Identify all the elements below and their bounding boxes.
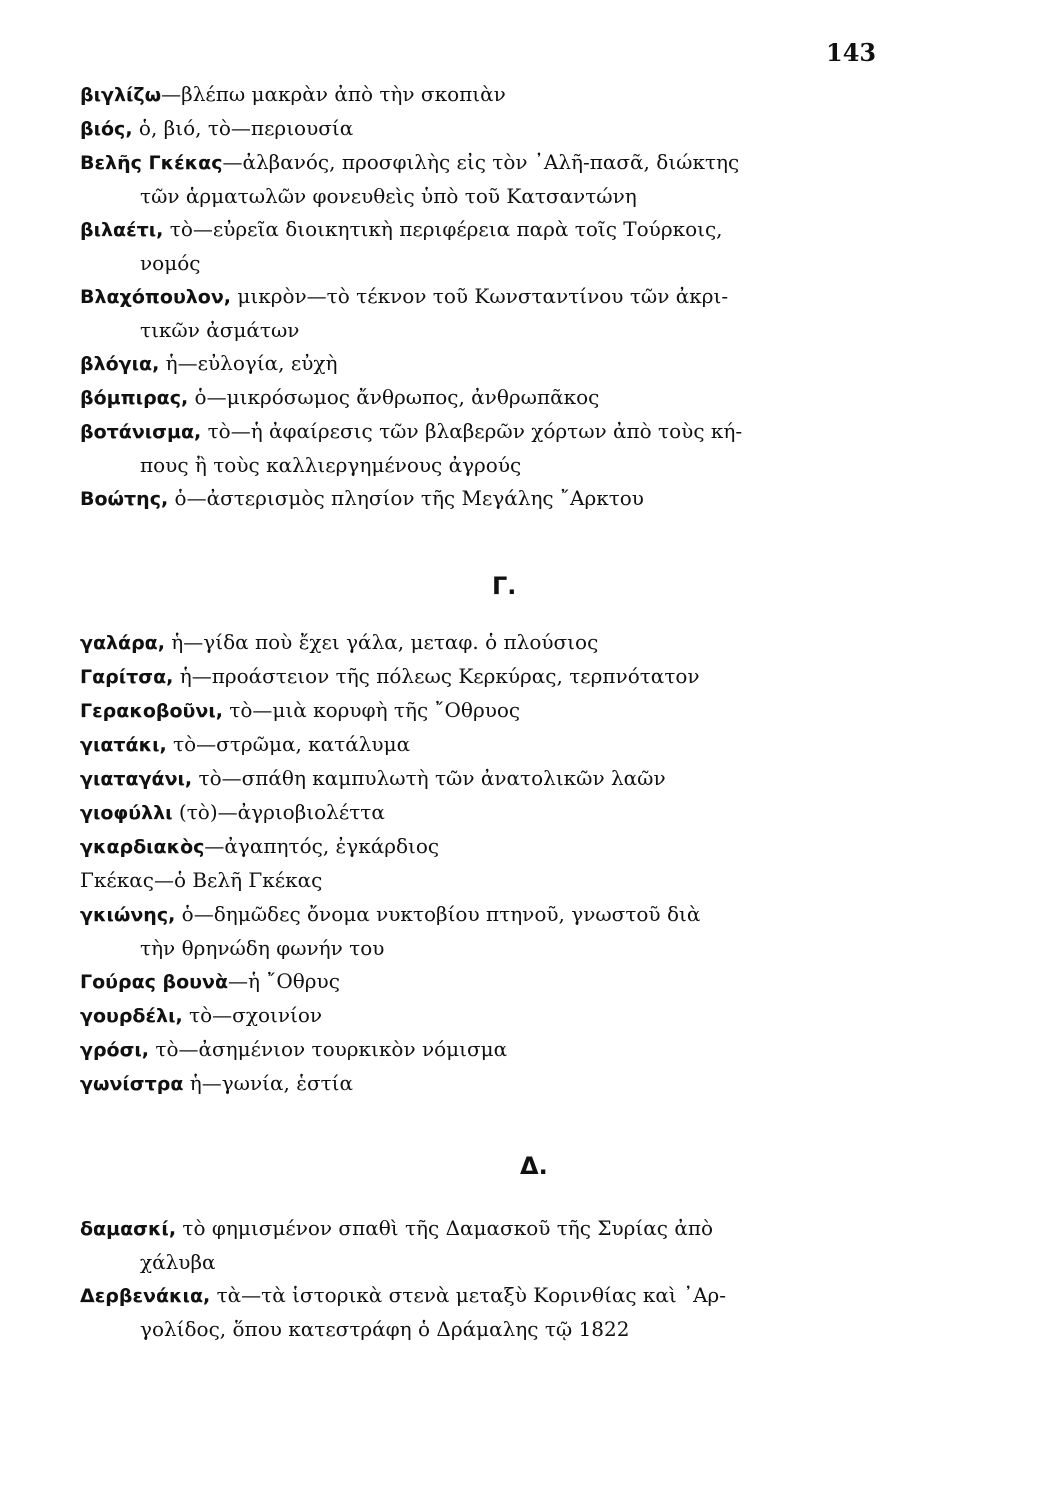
dictionary-entry bbox=[80, 146, 930, 213]
entry-definition: ἡ—προάστειον τῆς πόλεως Κερκύρας, τερπνότατον bbox=[173, 664, 700, 688]
dictionary-entry bbox=[80, 965, 930, 999]
entry-continuation: νομός bbox=[140, 251, 201, 275]
entry-definition: τὸ—μιὰ κορυφὴ τῆς ῎Οθρυος bbox=[222, 698, 521, 722]
entry-continuation: γολίδος, ὅπου κατεστράφη ὁ Δράμαλης τῷ 1822 bbox=[140, 1317, 630, 1341]
entry-headword: Βλαχόπουλον, bbox=[80, 286, 232, 308]
dictionary-entry bbox=[80, 864, 930, 898]
page-number: 143 bbox=[826, 38, 877, 67]
dictionary-entry bbox=[80, 1033, 930, 1067]
entry-definition: τὰ—τὰ ἱστορικὰ στενὰ μεταξὺ Κορινθίας καὶ ᾿Αρ- bbox=[210, 1283, 727, 1307]
entry-headword: Βοώτης, bbox=[80, 488, 169, 510]
entry-definition: —ἀγαπητός, ἐγκάρδιος bbox=[204, 834, 440, 858]
entry-definition: τὸ—σχοινίον bbox=[182, 1003, 323, 1027]
dictionary-entry bbox=[80, 78, 930, 112]
section-heading-delta: Δ. bbox=[520, 1152, 548, 1180]
entry-headword: γιατάκι, bbox=[80, 734, 167, 756]
entry-headword: γιοφύλλι bbox=[80, 802, 173, 824]
entry-headword: γρόσι, bbox=[80, 1039, 150, 1061]
entry-definition: —ἀλβανός, προσφιλὴς εἰς τὸν ᾿Αλῆ-πασᾶ, διώκτης bbox=[222, 150, 740, 174]
dictionary-entry bbox=[80, 999, 930, 1033]
entry-headword: γκιώνης, bbox=[80, 904, 176, 926]
dictionary-entry bbox=[80, 347, 930, 381]
entry-headword: βιγλίζω bbox=[80, 84, 162, 106]
entry-definition: ὁ—μικρόσωμος ἄνθρωπος, ἀνθρωπᾶκος bbox=[188, 385, 600, 409]
dictionary-entry bbox=[80, 694, 930, 728]
entry-definition: Γκέκας—ὁ Βελῆ Γκέκας bbox=[80, 868, 323, 892]
entry-headword: γαλάρα, bbox=[80, 632, 165, 654]
dictionary-entry bbox=[80, 830, 930, 864]
entry-definition: μικρὸν—τὸ τέκνον τοῦ Κωνσταντίνου τῶν ἀκρι- bbox=[231, 284, 729, 308]
dictionary-entry bbox=[80, 762, 930, 796]
entry-headword: βιός, bbox=[80, 118, 133, 140]
dictionary-entry bbox=[80, 626, 930, 660]
entry-continuation: τὴν θρηνώδη φωνήν του bbox=[140, 936, 385, 960]
dictionary-entry bbox=[80, 1067, 930, 1101]
entry-definition: (τὸ)—ἀγριοβιολέττα bbox=[172, 800, 385, 824]
entry-definition: τὸ—ἡ ἀφαίρεσις τῶν βλαβερῶν χόρτων ἀπὸ τοὺς κή- bbox=[201, 419, 743, 443]
section-heading-gamma: Γ. bbox=[492, 572, 517, 600]
entry-headword: γουρδέλι, bbox=[80, 1005, 183, 1027]
entry-continuation: τικῶν ἀσμάτων bbox=[140, 318, 300, 342]
dictionary-entry bbox=[80, 381, 930, 415]
dictionary-entry bbox=[80, 1212, 930, 1279]
dictionary-entry bbox=[80, 796, 930, 830]
section-b-entries bbox=[80, 78, 930, 516]
entry-headword: Γούρας βουνὰ bbox=[80, 971, 229, 993]
section-d-entries bbox=[80, 1212, 930, 1346]
entry-definition: τὸ—σπάθη καμπυλωτὴ τῶν ἀνατολικῶν λαῶν bbox=[192, 766, 666, 790]
entry-definition: —βλέπω μακρὰν ἀπὸ τὴν σκοπιὰν bbox=[161, 82, 506, 106]
dictionary-entry bbox=[80, 280, 930, 347]
entry-headword: γωνίστρα bbox=[80, 1073, 184, 1095]
entry-headword: βόμπιρας, bbox=[80, 387, 189, 409]
dictionary-entry bbox=[80, 898, 930, 965]
entry-headword: γιαταγάνι, bbox=[80, 768, 193, 790]
entry-definition: —ἡ ῎Οθρυς bbox=[228, 969, 340, 993]
entry-headword: βλόγια, bbox=[80, 353, 160, 375]
dictionary-entry bbox=[80, 213, 930, 280]
entry-definition: ὁ—ἀστερισμὸς πλησίον τῆς Μεγάλης ῎Αρκτου bbox=[168, 486, 644, 510]
entry-headword: δαμασκί, bbox=[80, 1218, 177, 1240]
entry-headword: Γερακοβοῦνι, bbox=[80, 700, 223, 722]
entry-definition: ἡ—εὐλογία, εὐχὴ bbox=[159, 351, 338, 375]
entry-headword: Γαρίτσα, bbox=[80, 666, 174, 688]
entry-continuation: τῶν ἁρματωλῶν φονευθεὶς ὑπὸ τοῦ Κατσαντώνη bbox=[140, 184, 637, 208]
entry-definition: τὸ φημισμένον σπαθὶ τῆς Δαμασκοῦ τῆς Συρίας ἀπὸ bbox=[176, 1216, 714, 1240]
entry-definition: ἡ—γίδα ποὺ ἔχει γάλα, μεταφ. ὁ πλούσιος bbox=[164, 630, 599, 654]
dictionary-entry bbox=[80, 660, 930, 694]
dictionary-entry bbox=[80, 1279, 930, 1346]
entry-headword: βοτάνισμα, bbox=[80, 421, 202, 443]
dictionary-entry bbox=[80, 728, 930, 762]
section-g-entries bbox=[80, 626, 930, 1101]
entry-definition: ὁ, βιό, τὸ—περιουσία bbox=[132, 116, 354, 140]
entry-headword: βιλαέτι, bbox=[80, 219, 164, 241]
entry-continuation: χάλυβα bbox=[140, 1250, 216, 1274]
entry-continuation: πους ἢ τοὺς καλλιεργημένους ἀγρούς bbox=[140, 453, 522, 477]
entry-definition: ὁ—δημῶδες ὄνομα νυκτοβίου πτηνοῦ, γνωστοῦ διὰ bbox=[175, 902, 701, 926]
entry-definition: ἡ—γωνία, ἑστία bbox=[183, 1071, 354, 1095]
entry-definition: τὸ—στρῶμα, κατάλυμα bbox=[166, 732, 411, 756]
dictionary-entry bbox=[80, 482, 930, 516]
dictionary-entry bbox=[80, 112, 930, 146]
entry-headword: γκαρδιακὸς bbox=[80, 836, 205, 858]
dictionary-entry bbox=[80, 415, 930, 482]
entry-headword: Βελῆς Γκέκας bbox=[80, 152, 223, 174]
entry-definition: τὸ—εὐρεῖα διοικητικὴ περιφέρεια παρὰ τοῖς Τούρκοις, bbox=[163, 217, 723, 241]
entry-headword: Δερβενάκια, bbox=[80, 1285, 211, 1307]
entry-definition: τὸ—ἀσημένιον τουρκικὸν νόμισμα bbox=[149, 1037, 508, 1061]
